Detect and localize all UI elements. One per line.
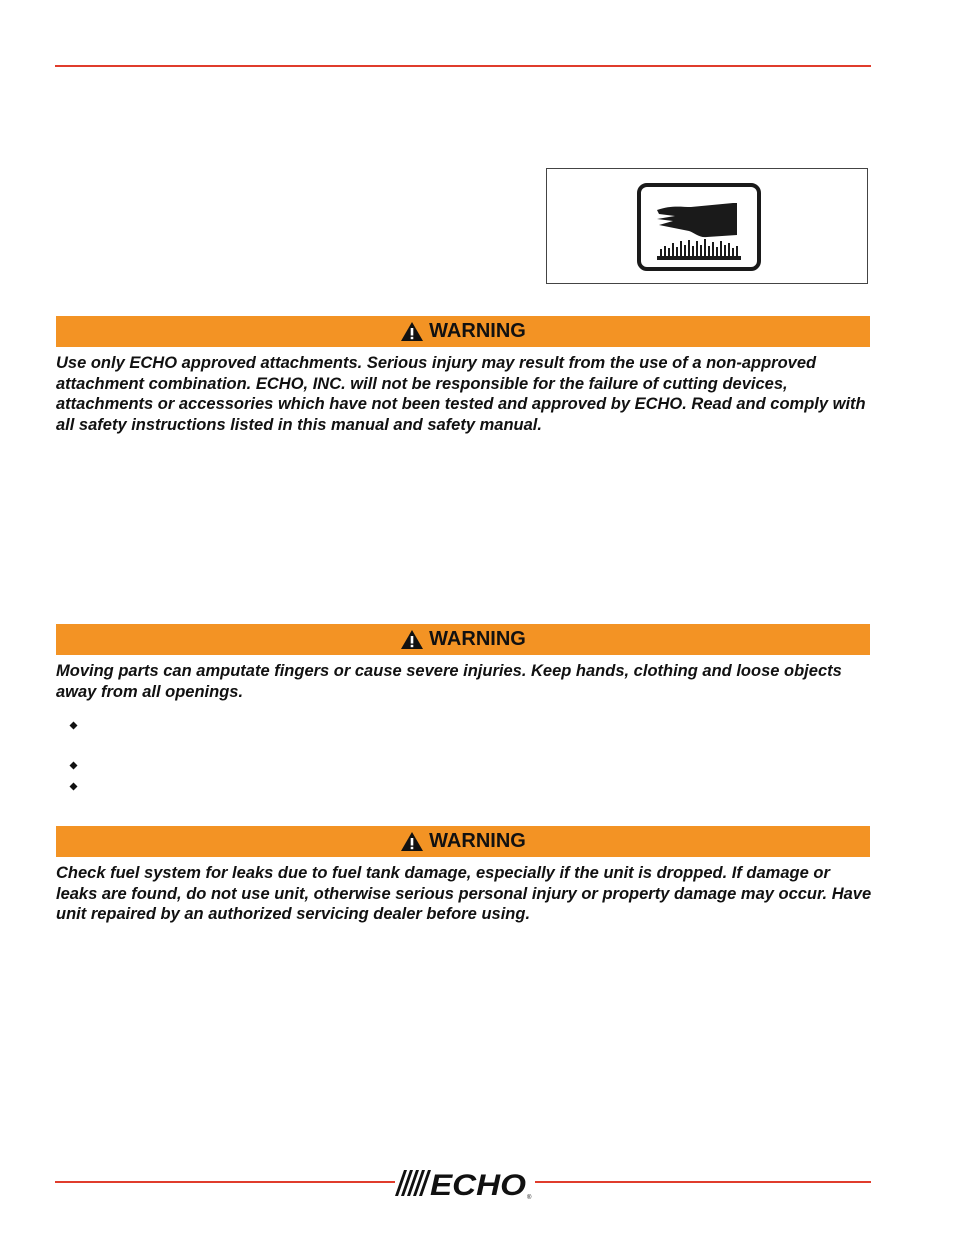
bottom-rule-right [535,1181,871,1183]
echo-logo-text: ECHO [430,1169,526,1200]
warning-title: WARNING [429,320,526,342]
diamond-bullet-icon [69,782,78,791]
warning-banner-3 [56,826,870,857]
warning-text: Check fuel system for leaks due to fuel tank damage, especially if the unit is dropped. If damage or leaks are found, do not use unit, otherwise serious personal injury or property damage may occur. Have unit repaired by an authorized servicing dealer before using. [56,864,872,923]
echo-logo [392,1166,534,1200]
warning-banner-2 [56,624,870,655]
warning-title: WARNING [429,830,526,852]
diamond-bullet-icon [69,761,78,770]
top-rule [55,65,871,67]
warning-title: WARNING [429,628,526,650]
bottom-rule-left [55,1181,395,1183]
hot-surface-hand-icon [637,183,761,271]
diamond-bullet-icon [69,721,78,730]
alert-triangle-icon [400,629,424,650]
registered-mark: ® [527,1195,532,1200]
alert-triangle-icon [400,321,424,342]
warning-text: Use only ECHO approved attachments. Serious injury may result from the use of a non-approved attachment combination. ECHO, INC. will not be responsible for the failure of cutting devices, attachments or accessories which have not been tested and approved by ECHO. Read and comply with all safety instructions listed in this manual and safety manual. [56,354,866,434]
warning-banner-1 [56,316,870,347]
warning-text: Moving parts can amputate fingers or cause severe injuries. Keep hands, clothing and loose objects away from all openings. [56,662,842,701]
hot-surface-symbol-box [546,168,868,284]
alert-triangle-icon [400,831,424,852]
